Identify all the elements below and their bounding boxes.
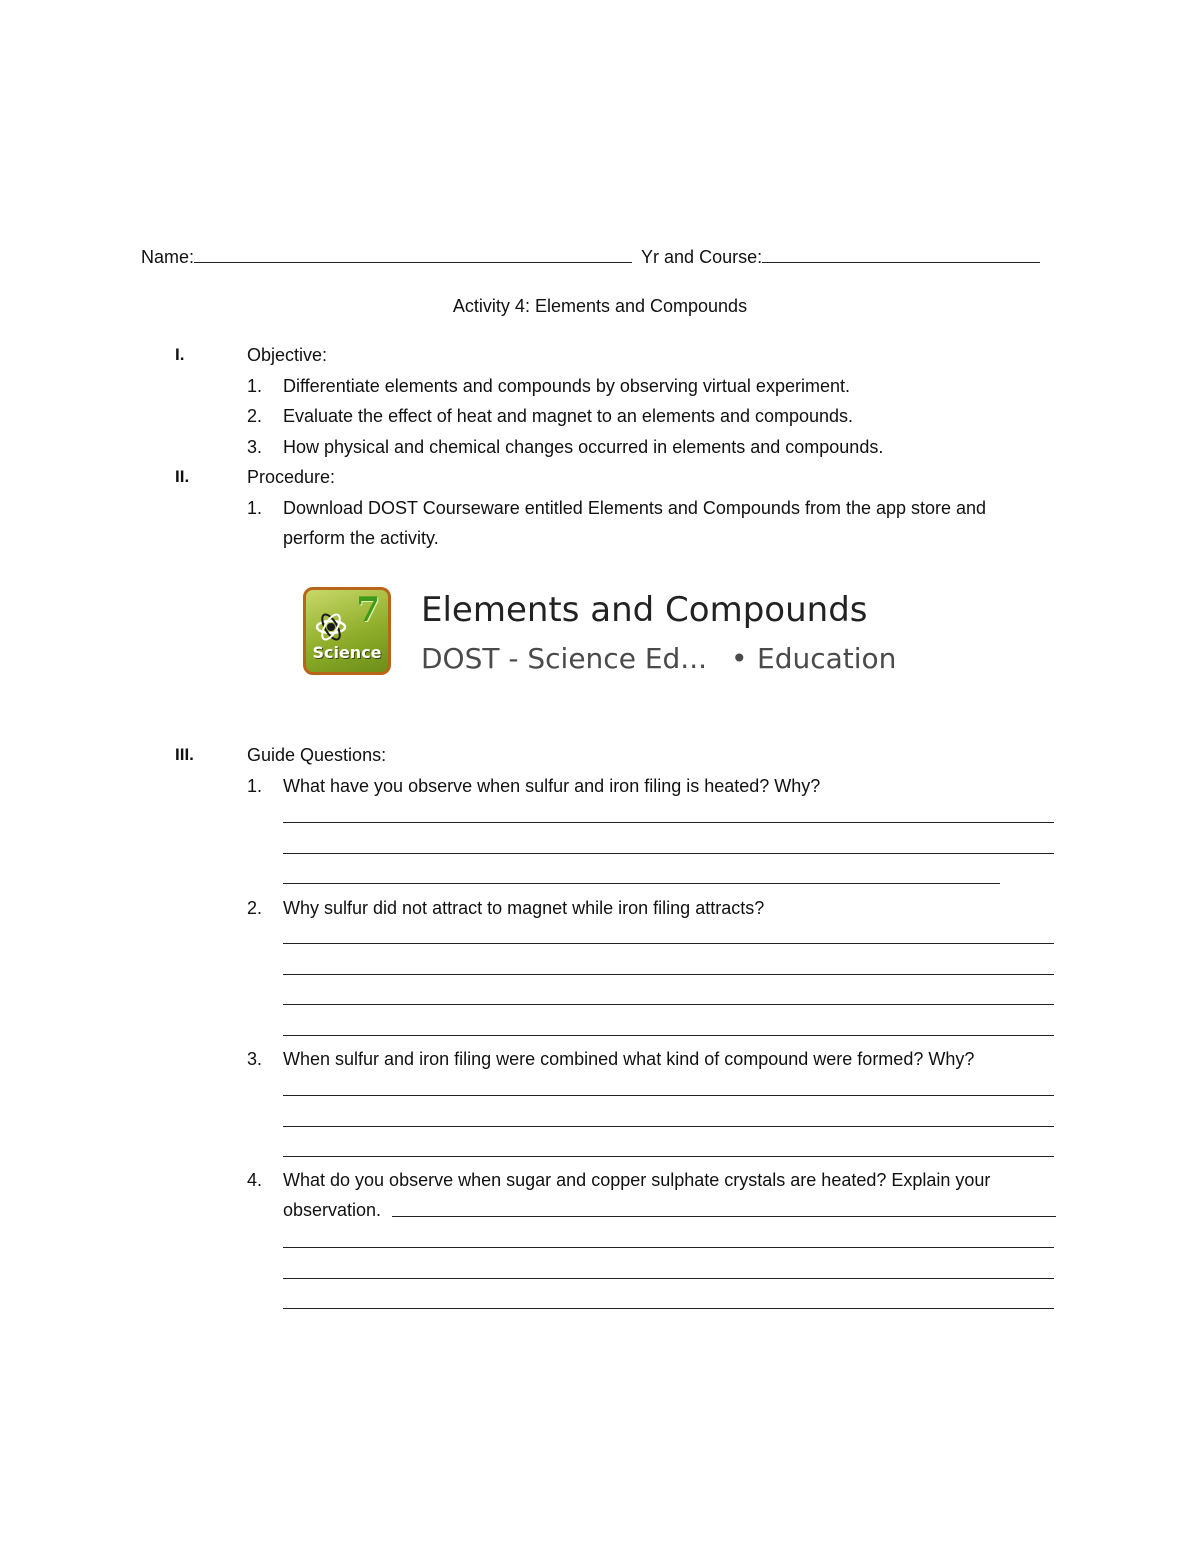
answer-line[interactable] [283,883,1000,884]
question-text: When sulfur and iron filing were combined what kind of compound were formed? Why? [283,1049,975,1069]
app-separator: • [731,642,748,675]
answer-line[interactable] [283,1035,1054,1036]
answer-line[interactable] [283,974,1054,975]
app-category: Education [757,642,897,675]
question-text: Why sulfur did not attract to magnet while iron filing attracts? [283,898,765,918]
question-text-cont: observation. [283,1200,382,1220]
section-numeral-procedure: II. [175,467,190,486]
answer-line[interactable] [283,943,1054,944]
course-field[interactable] [762,246,1040,263]
app-developer: DOST - Science Ed... [421,642,707,675]
objective-item-num: 2. [247,406,263,426]
questions-heading: Guide Questions: [247,745,387,765]
icon-label: Science [312,643,382,662]
answer-line[interactable] [283,1126,1054,1127]
objective-item-num: 1. [247,376,263,396]
question-num: 2. [247,898,263,918]
answer-line[interactable] [283,1308,1054,1309]
answer-line[interactable] [283,1278,1054,1279]
objective-heading: Objective: [247,345,328,365]
app-icon[interactable] [303,587,391,675]
objective-item-num: 3. [247,437,263,457]
answer-line[interactable] [392,1216,1056,1217]
procedure-item-num: 1. [247,498,263,518]
answer-line[interactable] [283,853,1054,854]
answer-line[interactable] [283,822,1054,823]
answer-line[interactable] [283,1247,1054,1248]
question-text: What do you observe when sugar and copper sulphate crystals are heated? Explain your [283,1170,991,1190]
objective-item-text: Evaluate the effect of heat and magnet to an elements and compounds. [283,406,854,426]
section-numeral-objective: I. [175,345,185,364]
icon-grade: 7 [356,590,380,630]
course-label: Yr and Course: [641,247,763,267]
name-field[interactable] [194,246,632,263]
section-numeral-questions: III. [175,745,194,764]
question-text: What have you observe when sulfur and iron filing is heated? Why? [283,776,821,796]
answer-line[interactable] [283,1095,1054,1096]
procedure-item-text: Download DOST Courseware entitled Elements and Compounds from the app store and [283,498,987,518]
objective-item-text: Differentiate elements and compounds by observing virtual experiment. [283,376,850,396]
name-row [141,246,1040,268]
question-num: 1. [247,776,263,796]
procedure-item-text-cont: perform the activity. [283,528,439,548]
answer-line[interactable] [283,1156,1054,1157]
procedure-heading: Procedure: [247,467,336,487]
atom-icon [314,610,348,644]
page-title: Activity 4: Elements and Compounds [452,296,748,316]
objective-item-text: How physical and chemical changes occurred in elements and compounds. [283,437,884,457]
app-title[interactable]: Elements and Compounds [421,590,868,630]
question-num: 3. [247,1049,263,1069]
question-num: 4. [247,1170,263,1190]
answer-line[interactable] [283,1004,1054,1005]
name-label: Name: [141,247,195,267]
